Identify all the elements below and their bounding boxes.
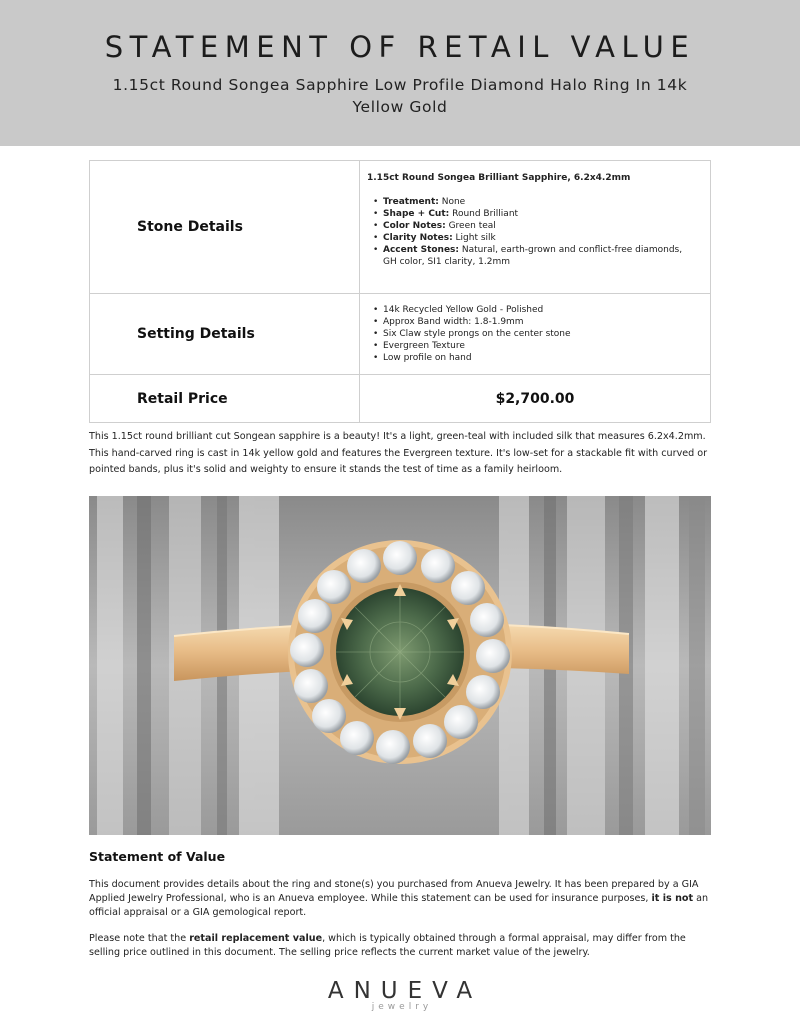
- statement-of-value-title: Statement of Value: [89, 849, 226, 864]
- list-item: • Clarity Notes: Light silk: [375, 232, 698, 244]
- setting-details-content: [360, 294, 711, 375]
- logo-subtext: jewelry: [371, 1002, 433, 1012]
- stone-details-row: [90, 161, 711, 294]
- anueva-logo: [0, 978, 800, 1012]
- retail-price-label: Retail Price: [90, 375, 360, 423]
- retail-price-value: $2,700.00: [360, 375, 711, 423]
- list-item: • Shape + Cut: Round Brilliant: [375, 208, 698, 220]
- product-subtitle: 1.15ct Round Songea Sapphire Low Profile Diamond Halo Ring In 14k Yellow Gold: [112, 76, 688, 116]
- setting-details-list: [367, 304, 698, 364]
- list-item: • Approx Band width: 1.8-1.9mm: [375, 316, 698, 328]
- list-item: • Color Notes: Green teal: [375, 220, 698, 232]
- document-title: STATEMENT OF RETAIL VALUE: [104, 30, 696, 64]
- stone-details-content: [360, 161, 711, 294]
- list-item: • Treatment: None: [375, 196, 698, 208]
- list-item: • Low profile on hand: [375, 352, 698, 364]
- statement-paragraph-2: Please note that the retail replacement value, which is typically obtained through a formal appraisal, may differ from the selling price outlined in this document. The selling price reflects the current market value of the jewelry.: [89, 933, 686, 958]
- setting-details-label: Setting Details: [90, 294, 360, 375]
- list-item: • Evergreen Texture: [375, 340, 698, 352]
- header-banner: [0, 0, 800, 146]
- ring-photo: [89, 496, 711, 835]
- retail-price-row: [90, 375, 711, 423]
- setting-details-row: [90, 294, 711, 375]
- stone-details-label: Stone Details: [90, 161, 360, 294]
- product-description: This 1.15ct round brilliant cut Songean sapphire is a beauty! It's a light, green-teal with included silk that measures 6.2x4.2mm. This hand-carved ring is cast in 14k yellow gold and features the Evergreen texture. It's low-set for a stackable fit with curved or pointed bands, plus it's solid and weighty to ensure it stands the test of time as a family heirloom.: [89, 431, 708, 475]
- details-table: [89, 160, 711, 423]
- list-item: • Six Claw style prongs on the center stone: [375, 328, 698, 340]
- list-item: • 14k Recycled Yellow Gold - Polished: [375, 304, 698, 316]
- stone-details-list: [367, 196, 698, 268]
- list-item: • Accent Stones: Natural, earth-grown and conflict-free diamonds, GH color, SI1 clarity, 1.2mm: [375, 244, 698, 268]
- stone-heading: 1.15ct Round Songea Brilliant Sapphire, 6.2x4.2mm: [367, 173, 631, 183]
- statement-paragraph-1: This document provides details about the ring and stone(s) you purchased from Anueva Jewelry. It has been prepared by a GIA Applied Jewelry Professional, who is an Anueva employee. While this statement can be used for insurance purposes, it is not an official appraisal or a GIA gemological report.: [89, 879, 709, 918]
- logo-wordmark: ANUEVA: [327, 978, 483, 1004]
